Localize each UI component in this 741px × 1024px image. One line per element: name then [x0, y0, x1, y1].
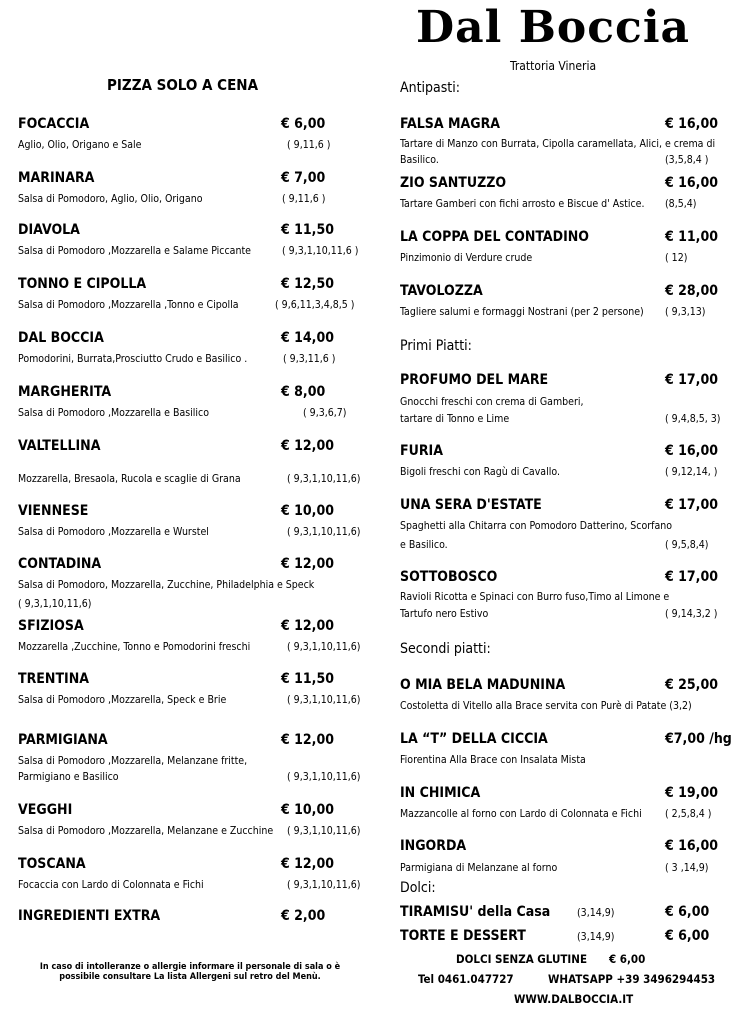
- pizza-price: € 12,00: [281, 732, 334, 748]
- pizza-price: € 8,00: [281, 384, 326, 400]
- dish-desc: Tartare di Manzo con Burrata, Cipolla caramellata, Alici, e crema di: [400, 138, 716, 150]
- pizza-desc: Focaccia con Lardo di Colonnata e Fichi: [18, 879, 204, 891]
- dish-allergens: ( 9,4,8,5, 3): [665, 413, 721, 425]
- dish-allergens: ( 9,5,8,4): [665, 539, 709, 551]
- secondi-title: Secondi piatti:: [400, 641, 491, 657]
- pizza-allergens: ( 9,3,1,10,11,6): [287, 641, 361, 653]
- pizza-desc-line2: Parmigiano e Basilico: [18, 771, 119, 783]
- pizza-desc: Salsa di Pomodoro ,Mozzarella e Basilico: [18, 407, 210, 419]
- dish-price: € 17,00: [665, 497, 718, 513]
- dish-name: FALSA MAGRA: [400, 116, 501, 132]
- dish-price: € 17,00: [665, 569, 718, 585]
- pizza-name: TRENTINA: [18, 671, 90, 687]
- pizza-name: DIAVOLA: [18, 222, 80, 238]
- pizza-price: € 12,00: [281, 618, 334, 634]
- dish-desc-line2: tartare di Tonno e Lime: [400, 413, 510, 425]
- pizza-desc: Salsa di Pomodoro ,Mozzarella e Salame Piccante: [18, 245, 251, 257]
- pizza-price: € 12,00: [281, 856, 334, 872]
- pizza-allergens: ( 9,3,1,10,11,6): [287, 473, 361, 485]
- dish-allergens: ( 9,12,14, ): [665, 466, 718, 478]
- pizza-price: € 12,00: [281, 556, 334, 572]
- dish-desc: Spaghetti alla Chitarra con Pomodoro Datterino, Scorfano: [400, 520, 673, 532]
- pizza-allergens: ( 9,3,11,6 ): [283, 353, 336, 365]
- pizza-desc: Salsa di Pomodoro ,Mozzarella, Melanzane e Zucchine: [18, 825, 274, 837]
- dish-desc: Fiorentina Alla Brace con Insalata Mista: [400, 754, 586, 766]
- pizza-price: € 12,50: [281, 276, 334, 292]
- pizza-name: CONTADINA: [18, 556, 102, 572]
- dish-price: € 16,00: [665, 116, 718, 132]
- pizza-name: TOSCANA: [18, 856, 86, 872]
- dish-desc: Gnocchi freschi con crema di Gamberi,: [400, 396, 584, 408]
- dish-desc: Costoletta di Vitello alla Brace servita con Purè di Patate (3,2): [400, 700, 692, 712]
- pizza-allergens: ( 9,3,1,10,11,6 ): [282, 245, 359, 257]
- dish-desc: Pinzimonio di Verdure crude: [400, 252, 533, 264]
- pizza-name: MARINARA: [18, 170, 95, 186]
- dish-price: € 17,00: [665, 372, 718, 388]
- dish-price: € 16,00: [665, 175, 718, 191]
- pizza-allergens: ( 9,11,6 ): [287, 139, 331, 151]
- pizza-desc: Aglio, Olio, Origano e Sale: [18, 139, 142, 151]
- pizza-price: € 10,00: [281, 802, 334, 818]
- pizza-allergens: ( 9,3,1,10,11,6): [287, 879, 361, 891]
- gluten-free-price: € 6,00: [609, 952, 646, 966]
- pizza-desc: Salsa di Pomodoro ,Mozzarella, Melanzane fritte,: [18, 755, 248, 767]
- pizza-price: € 11,50: [281, 222, 334, 238]
- pizza-allergens: ( 9,6,11,3,4,8,5 ): [275, 299, 355, 311]
- pizza-name: VEGGHI: [18, 802, 73, 818]
- pizza-name: MARGHERITA: [18, 384, 112, 400]
- dish-price: € 19,00: [665, 785, 718, 801]
- pizza-name: FOCACCIA: [18, 116, 90, 132]
- dish-desc: Ravioli Ricotta e Spinaci con Burro fuso,Timo al Limone e: [400, 591, 670, 603]
- pizza-allergens: ( 9,11,6 ): [282, 193, 326, 205]
- dessert-name: TORTE E DESSERT: [400, 928, 526, 944]
- pizza-name: VIENNESE: [18, 503, 89, 519]
- pizza-price: € 7,00: [281, 170, 326, 186]
- dish-desc: Bigoli freschi con Ragù di Cavallo.: [400, 466, 560, 478]
- dish-allergens: (3,5,8,4 ): [665, 154, 709, 166]
- antipasti-title: Antipasti:: [400, 80, 460, 96]
- dish-name: FURIA: [400, 443, 443, 459]
- dish-desc: Tagliere salumi e formaggi Nostrani (per 2 persone): [400, 306, 644, 318]
- pizza-price: € 2,00: [281, 908, 326, 924]
- dish-desc: Tartare Gamberi con fichi arrosto e Biscue d' Astice.: [400, 198, 645, 210]
- dish-name: UNA SERA D'ESTATE: [400, 497, 542, 513]
- dish-name: ZIO SANTUZZO: [400, 175, 507, 191]
- website-link[interactable]: WWW.DALBOCCIA.IT: [514, 992, 634, 1006]
- dish-desc: Mazzancolle al forno con Lardo di Colonnata e Fichi: [400, 808, 642, 820]
- dish-desc: Parmigiana di Melanzane al forno: [400, 862, 558, 874]
- pizza-price: € 11,50: [281, 671, 334, 687]
- pizza-desc: Mozzarella ,Zucchine, Tonno e Pomodorini freschi: [18, 641, 251, 653]
- pizza-price: € 14,00: [281, 330, 334, 346]
- pizza-allergens: ( 9,3,1,10,11,6): [287, 526, 361, 538]
- dish-name: O MIA BELA MADUNINA: [400, 677, 566, 693]
- pizza-price: € 6,00: [281, 116, 326, 132]
- whatsapp-number: WHATSAPP +39 3496294453: [548, 972, 716, 986]
- pizza-desc: Salsa di Pomodoro ,Mozzarella e Wurstel: [18, 526, 209, 538]
- pizza-section-title: PIZZA SOLO A CENA: [107, 76, 259, 94]
- dish-allergens: ( 3 ,14,9): [665, 862, 709, 874]
- dish-desc-line2: e Basilico.: [400, 539, 448, 551]
- pizza-name: SFIZIOSA: [18, 618, 84, 634]
- dish-price: € 16,00: [665, 443, 718, 459]
- dish-name: LA COPPA DEL CONTADINO: [400, 229, 590, 245]
- dolci-title: Dolci:: [400, 880, 436, 896]
- dish-name: PROFUMO DEL MARE: [400, 372, 549, 388]
- pizza-desc: Salsa di Pomodoro, Mozzarella, Zucchine, Philadelphia e Speck: [18, 579, 315, 591]
- dessert-price: € 6,00: [665, 928, 710, 944]
- pizza-name: PARMIGIANA: [18, 732, 108, 748]
- dish-price: € 11,00: [665, 229, 718, 245]
- dish-desc-line2: Basilico.: [400, 154, 439, 166]
- pizza-desc: Mozzarella, Bresaola, Rucola e scaglie di Grana: [18, 473, 241, 485]
- dish-name: LA “T” DELLA CICCIA: [400, 731, 548, 747]
- pizza-allergens: ( 9,3,1,10,11,6): [287, 694, 361, 706]
- restaurant-logo: Dal Boccia: [416, 2, 691, 53]
- restaurant-subtitle: Trattoria Vineria: [510, 59, 597, 73]
- pizza-allergens: ( 9,3,1,10,11,6): [287, 771, 361, 783]
- allergy-note: In caso di intolleranze o allergie informare il personale di sala o è possibile consultare La lista Allergeni sul retro del Menù.: [39, 962, 341, 982]
- pizza-price: € 10,00: [281, 503, 334, 519]
- dish-allergens: ( 12): [665, 252, 688, 264]
- dish-allergens: ( 9,3,13): [665, 306, 706, 318]
- pizza-allergens: ( 9,3,6,7): [303, 407, 347, 419]
- dish-allergens: (8,5,4): [665, 198, 697, 210]
- dish-price: € 28,00: [665, 283, 718, 299]
- pizza-desc: Salsa di Pomodoro ,Mozzarella, Speck e Brie: [18, 694, 227, 706]
- gluten-free-label: DOLCI SENZA GLUTINE: [456, 952, 588, 966]
- dessert-allergens: (3,14,9): [577, 907, 615, 919]
- pizza-name: DAL BOCCIA: [18, 330, 104, 346]
- pizza-desc: Salsa di Pomodoro, Aglio, Olio, Origano: [18, 193, 203, 205]
- pizza-allergens: ( 9,3,1,10,11,6): [287, 825, 361, 837]
- dish-name: TAVOLOZZA: [400, 283, 483, 299]
- pizza-desc: Salsa di Pomodoro ,Mozzarella ,Tonno e Cipolla: [18, 299, 239, 311]
- dish-allergens: ( 2,5,8,4 ): [665, 808, 712, 820]
- primi-title: Primi Piatti:: [400, 338, 472, 354]
- dish-name: IN CHIMICA: [400, 785, 481, 801]
- phone-number: Tel 0461.047727: [418, 972, 514, 986]
- pizza-allergens: ( 9,3,1,10,11,6): [18, 598, 92, 610]
- dish-allergens: ( 9,14,3,2 ): [665, 608, 718, 620]
- dessert-name: TIRAMISU' della Casa: [400, 904, 551, 920]
- dish-name: SOTTOBOSCO: [400, 569, 498, 585]
- dessert-price: € 6,00: [665, 904, 710, 920]
- dish-price: € 16,00: [665, 838, 718, 854]
- dessert-allergens: (3,14,9): [577, 931, 615, 943]
- pizza-name: INGREDIENTI EXTRA: [18, 908, 161, 924]
- dish-price: € 25,00: [665, 677, 718, 693]
- pizza-name: TONNO E CIPOLLA: [18, 276, 147, 292]
- dish-price: €7,00 /hg: [665, 731, 732, 747]
- pizza-price: € 12,00: [281, 438, 334, 454]
- pizza-name: VALTELLINA: [18, 438, 101, 454]
- dish-name: INGORDA: [400, 838, 467, 854]
- dish-desc-line2: Tartufo nero Estivo: [400, 608, 489, 620]
- pizza-desc: Pomodorini, Burrata,Prosciutto Crudo e Basilico .: [18, 353, 248, 365]
